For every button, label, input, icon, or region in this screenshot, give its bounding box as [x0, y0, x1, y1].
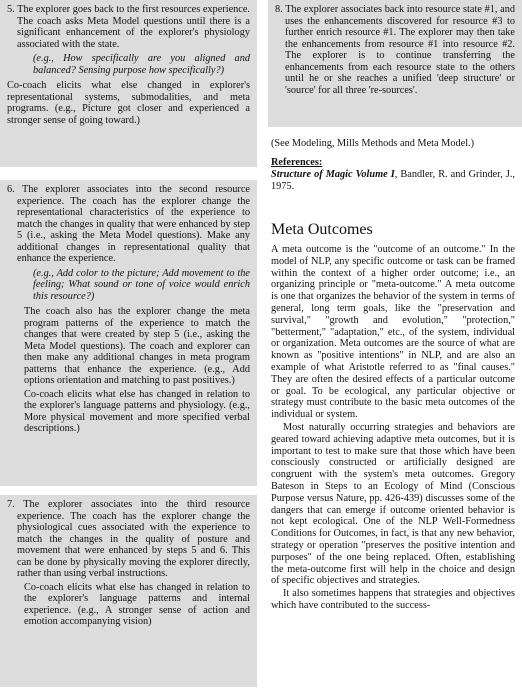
- step-6-cocoach: Co-coach elicits what else has changed in relation to the explorer's language patterns and physiology. (e.g., More physical movement and more specified verbal descriptions.): [24, 388, 250, 434]
- step-7-cocoach: Co-coach elicits what else has changed in relation to the explorer's language patterns and internal experience. (e.g., A stronger sense of action and emotion accompanying vision): [24, 581, 250, 627]
- step-7-text: 7. The explorer associates into the third resource experience. The coach has the explorer change the physiological cues associated with the experience to match the changes in the quality of posture and movement that were enhanced by steps 5 and 6. This can be done by physically moving the explorer directly, rather than using verbal instructions.: [7, 499, 250, 579]
- step-8-text: 8. The explorer associates back into resource state #1, and uses the enhancements discovered for resource #3 to further enrich resource #1. The explorer may then take the enhancements from resource #1 into resource #2. The explorer is to continue transferring the enhancements from each resource state to the others until he or she reaches a unified 'deep structure' or 'source' for all three 're-sources'.: [275, 4, 515, 96]
- references-heading: References:: [271, 157, 323, 168]
- step-7-box: [0, 495, 257, 687]
- section-title: Meta Outcomes: [271, 221, 373, 238]
- reference-title: Structure of Magic Volume I: [271, 168, 395, 180]
- body-paragraph: It also sometimes happens that strategies and objectives which have contributed to the success-: [271, 588, 515, 611]
- step-5-box: [0, 0, 257, 167]
- see-also: [271, 138, 515, 150]
- step-6-para2: The coach also has the explorer change the meta program patterns of the experience to match the changes that were created by step 5 (i.e., asking the Meta Model questions). The coach and explorer can then make any additional changes in meta program patterns that enhance the experience. (e.g., Add options orientation and matching to past positives.): [24, 306, 250, 386]
- step-5-example: (e.g., How specifically are you aligned and balanced? Sensing purpose how specifically?): [33, 53, 250, 76]
- step-8-box: [268, 0, 522, 127]
- step-6-example: (e.g., Add color to the picture; Add movement to the feeling; What sound or tone of voice would enrich this resource?): [33, 267, 250, 302]
- step-6-text: 6. The explorer associates into the second resource experience. The coach has the explorer change the representational characteristics of the experience to match the changes in quality that were enhanced by step 5 (i.e., asking the Meta Model questions). Make any additional changes in representational quality that enhance the experience.: [7, 184, 250, 264]
- reference-entry: [271, 169, 515, 193]
- step-5-text: 5. The explorer goes back to the first resources experience. The coach asks Meta Model questions until there is a significant enhancement of the explorer's physiology associated with the state.: [7, 4, 250, 50]
- body-paragraph: A meta outcome is the "outcome of an outcome." In the model of NLP, any specific outcome or task can be framed within the context of a higher order outcome; i.e., an organizing principle or "meta-outcome." A meta outcome is one that organizes the behavior of the system in terms of general, long term goals, like the "preservation and survival," "growth and evolution," "protection," "betterment," "adaptation," etc., of the system, individual or organization. Meta outcomes are the source of what are known as "positive intentions" in NLP, and are also an example of what Aristotle referred to as "final causes." They are often the desired effects of a particular outcome or goal. To be ecological, any particular objective or strategy must contribute to the basic meta outcomes of the individual or system.: [271, 244, 515, 421]
- see-also-text: (See Modeling, Mills Methods and Meta Model.): [271, 138, 475, 149]
- references: [271, 157, 515, 192]
- reference-rest: , Bandler, R. and Grinder, J., 1975.: [271, 168, 515, 192]
- section-body: [271, 244, 515, 612]
- step-5-cocoach: Co-coach elicits what else changed in explorer's representational systems, submodalities, and meta programs. (e.g., Picture got closer and experienced a stronger sense of going toward.): [7, 80, 250, 126]
- body-paragraph: Most naturally occurring strategies and behaviors are geared toward achieving adaptive meta outcomes, but it is important to test to make sure that those which have been consciously constructed or artificially designed are congruent with the system's meta outcomes. Gregory Bateson in Steps to an Ecology of Mind (Conscious Purpose versus Nature, pp. 426-439) discusses some of the dangers that can emerge if outcome oriented behavior is not kept ecological. One of the NLP Well-Formedness Conditions for Outcomes, in fact, is that any new behavior, strategy or operation "preserves the positive intention and purposes" of the one being replaced. Often, establishing the meta-outcome first will help in the choice and design of specific objectives and strategies.: [271, 421, 515, 587]
- step-6-box: [0, 180, 257, 486]
